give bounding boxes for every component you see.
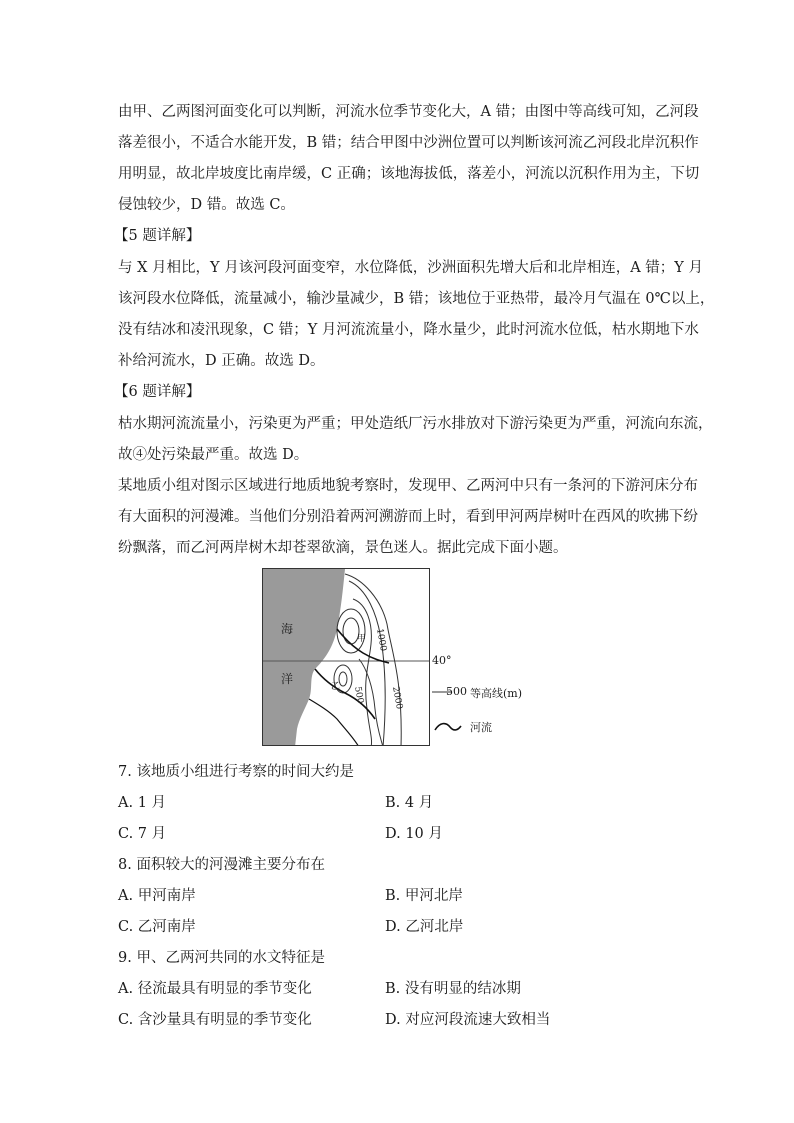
q8-option-b[interactable]: B. 甲河北岸 [385,888,463,904]
text-line: 由甲、乙两图河面变化可以判断，河流水位季节变化大，A 错；由图中等高线可知，乙河段 [118,104,699,120]
latitude-label: 40° [432,654,452,667]
contour-closed [337,609,365,653]
river-legend-icon [434,720,462,734]
question-9: 9. 甲、乙两河共同的水文特征是 [118,950,325,966]
question-stem [118,471,698,564]
contour-map-figure [262,568,532,746]
text-line: 某地质小组对图示区域进行地质地貌考察时，发现甲、乙两河中只有一条河的下游河床分布 [118,478,698,494]
solution-4 [118,97,700,221]
contour-line [345,574,401,746]
text-line: 有大面积的河漫滩。当他们分别沿着两河溯游而上时，看到甲河两岸树叶在西风的吹拂下纷 [118,509,698,525]
text-line: 用明显，故北岸坡度比南岸缓，C 正确；该地海拔低，落差小，河流以沉积作用为主，下切 [118,166,700,182]
q9-option-a[interactable]: A. 径流最具有明显的季节变化 [118,981,312,997]
q9-option-d[interactable]: D. 对应河段流速大致相当 [385,1012,551,1028]
text-line: 故④处污染最严重。故选 D。 [118,447,309,463]
text-line: 该河段水位降低，流量减小，输沙量减少，B 错；该地位于亚热带，最冷月气温在 0℃以上， [118,291,715,307]
q7-option-d[interactable]: D. 10 月 [385,826,443,842]
solution-5 [118,253,715,377]
text-line: 补给河流水，D 正确。故选 D。 [118,353,325,369]
heading-5: 【5 题详解】 [114,228,201,244]
q8-option-d[interactable]: D. 乙河北岸 [385,919,464,935]
contour-map-svg [263,569,430,746]
label-jia: 甲 [357,634,367,644]
sea-label-1: 海 [281,622,294,636]
text-line: 侵蚀较少，D 错。故选 C。 [118,197,295,213]
text-line: 没有结冰和凌汛现象，C 错；Y 月河流流量小，降水量少，此时河流水位低，枯水期地下水 [118,322,699,338]
label-yi: 乙 [331,682,341,692]
legend-river-label: 河流 [470,721,492,734]
contour-label-2000: 2000 [390,685,404,711]
contour-label-500: 500 [352,685,365,705]
contour-map [262,568,430,746]
contour-closed [339,672,347,686]
q8-option-c[interactable]: C. 乙河南岸 [118,919,196,935]
text-line: 纷飘落，而乙河两岸树木却苍翠欲滴，景色迷人。据此完成下面小题。 [118,540,568,556]
solution-6 [118,409,713,471]
river-branch [309,699,359,746]
q8-option-a[interactable]: A. 甲河南岸 [118,888,196,904]
q7-option-c[interactable]: C. 7 月 [118,826,167,842]
text-line: 与 X 月相比，Y 月该河段河面变窄，水位降低，沙洲面积先增大后和北岸相连，A 错；Y 月 [118,260,703,276]
q7-option-b[interactable]: B. 4 月 [385,795,434,811]
heading-6: 【6 题详解】 [114,384,201,400]
contour-label-1000: 1000 [374,627,388,653]
q9-option-c[interactable]: C. 含沙量具有明显的季节变化 [118,1012,312,1028]
q9-option-b[interactable]: B. 没有明显的结冰期 [385,981,521,997]
question-7: 7. 该地质小组进行考察的时间大约是 [118,764,354,780]
sea-area [263,569,345,746]
legend-contour-label: 等高线(m) [470,687,523,700]
sea-label-2: 洋 [281,672,294,686]
question-8: 8. 面积较大的河漫滩主要分布在 [118,857,325,873]
text-line: 枯水期河流流量小，污染更为严重；甲处造纸厂污水排放对下游污染更为严重，河流向东流， [118,416,713,432]
legend-contour-value: 500 [446,685,467,698]
q7-option-a[interactable]: A. 1 月 [118,795,167,811]
text-line: 落差很小，不适合水能开发，B 错；结合甲图中沙洲位置可以判断该河流乙河段北岸沉积作 [118,135,699,151]
